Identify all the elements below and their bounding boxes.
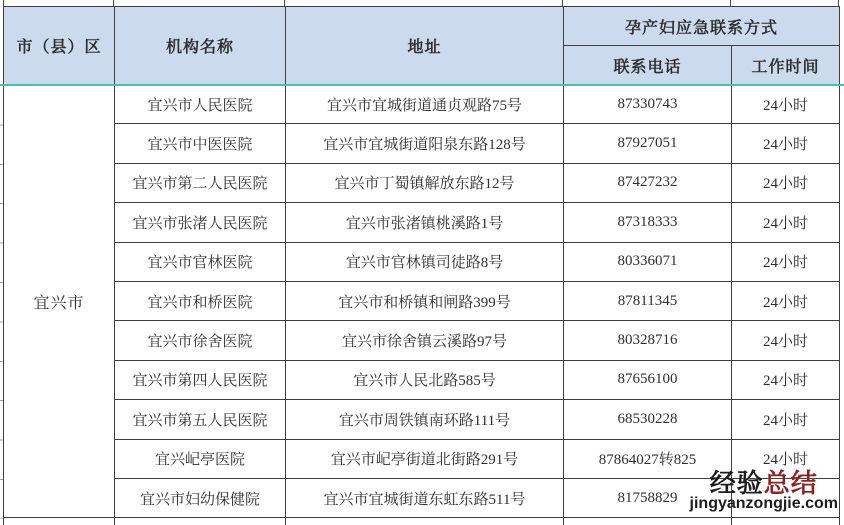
table-body: [4, 85, 840, 525]
institution-cell: 宜兴市第五人民医院: [115, 400, 286, 439]
header-hours: 工作时间: [732, 46, 840, 85]
table-header: [4, 7, 840, 85]
address-cell: 宜兴市丁蜀镇解放东路12号: [286, 163, 564, 202]
hours-cell: 24小时: [732, 360, 840, 399]
institution-cell: 宜兴市官林医院: [115, 242, 286, 281]
region-cell: 宜兴市: [4, 85, 115, 518]
phone-cell: 87864027转825: [564, 439, 732, 478]
header-address: 地址: [286, 7, 564, 85]
left-edge-row-ticks: [0, 86, 3, 519]
address-cell: 宜兴市和桥镇和闸路399号: [286, 281, 564, 320]
table-row-cropped: [4, 518, 840, 525]
watermark-brand: [690, 470, 838, 497]
hours-cell: 24小时: [732, 321, 840, 360]
header-row-top: [4, 7, 840, 46]
address-cell: 宜兴市徐舍镇云溪路97号: [286, 321, 564, 360]
watermark-brand-red: 总结: [763, 468, 818, 498]
address-cell: 宜兴市周铁镇南环路111号: [286, 400, 564, 439]
hours-cell: 24小时: [732, 439, 840, 478]
hours-cell: 24小时: [732, 281, 840, 320]
table-row: [4, 321, 840, 360]
phone-cell: 87927051: [564, 124, 732, 163]
phone-cell: 87656100: [564, 360, 732, 399]
watermark: [690, 470, 838, 513]
hours-cell: 24小时: [732, 400, 840, 439]
table-row: [4, 203, 840, 242]
watermark-site-url: jingyanzongjie.com: [689, 495, 838, 513]
header-institution: 机构名称: [115, 7, 286, 85]
institution-cell: 宜兴屺亭医院: [115, 439, 286, 478]
header-region: 市（县）区: [4, 7, 115, 85]
institution-cell: 宜兴市第二人民医院: [115, 163, 286, 202]
address-cell: 宜兴市宜城街道东虹东路511号: [286, 478, 564, 517]
header-divider-line: [0, 84, 844, 86]
address-cell: 宜兴市宜城街道通贞观路75号: [286, 85, 564, 124]
institution-cell: 宜兴市和桥医院: [115, 281, 286, 320]
empty-cell: [286, 518, 564, 525]
phone-cell: 81758829: [564, 478, 732, 517]
hours-cell: 24小时: [732, 85, 840, 124]
institution-cell: 宜兴市徐舍医院: [115, 321, 286, 360]
table-row: [4, 281, 840, 320]
institution-cell: 宜兴市第四人民医院: [115, 360, 286, 399]
institution-cell: 宜兴市中医医院: [115, 124, 286, 163]
phone-cell: 80336071: [564, 242, 732, 281]
address-cell: 宜兴市人民北路585号: [286, 360, 564, 399]
institution-cell: 宜兴市妇幼保健院: [115, 478, 286, 517]
phone-cell: 87427232: [564, 163, 732, 202]
phone-cell: 80328716: [564, 321, 732, 360]
phone-cell: 68530228: [564, 400, 732, 439]
hours-cell: 24小时: [732, 203, 840, 242]
table-row: [4, 242, 840, 281]
address-cell: 宜兴市屺亭街道北街路291号: [286, 439, 564, 478]
institution-cell: 宜兴市人民医院: [115, 85, 286, 124]
address-cell: 宜兴市官林镇司徒路8号: [286, 242, 564, 281]
empty-cell: [564, 518, 732, 525]
hours-cell: 24小时: [732, 242, 840, 281]
address-cell: 宜兴市宜城街道阳泉东路128号: [286, 124, 564, 163]
table-row: [4, 360, 840, 399]
table-row: [4, 400, 840, 439]
empty-cell: [115, 518, 286, 525]
empty-cell: [732, 518, 840, 525]
phone-cell: 87330743: [564, 85, 732, 124]
address-cell: 宜兴市张渚镇桃溪路1号: [286, 203, 564, 242]
institution-cell: 宜兴市张渚人民医院: [115, 203, 286, 242]
table-row: [4, 85, 840, 124]
hours-cell: 24小时: [732, 124, 840, 163]
header-phone: 联系电话: [564, 46, 732, 85]
phone-cell: 87318333: [564, 203, 732, 242]
hours-cell: 24小时: [732, 163, 840, 202]
header-contact-group: 孕产妇应急联系方式: [564, 7, 840, 46]
watermark-brand-black: 经验: [709, 468, 764, 498]
table-row: [4, 163, 840, 202]
phone-cell: 87811345: [564, 281, 732, 320]
table-row: [4, 124, 840, 163]
empty-cell: [4, 518, 115, 525]
